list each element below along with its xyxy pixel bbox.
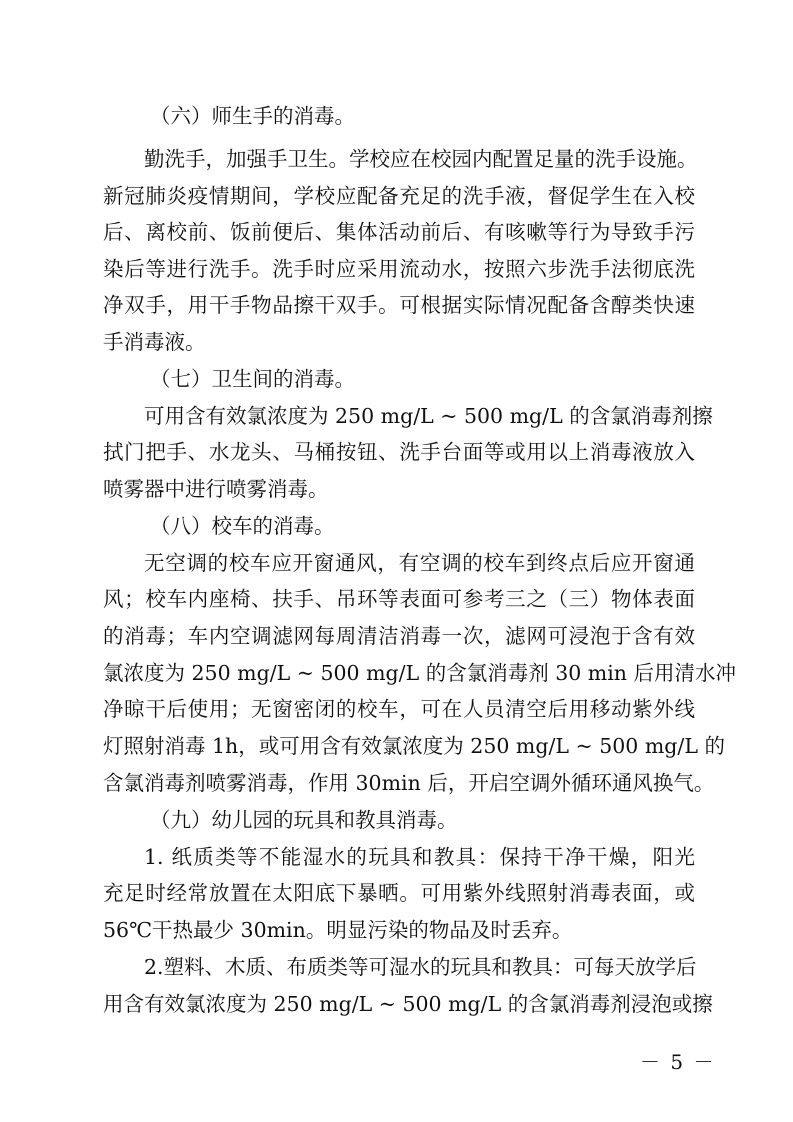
paragraph-line: 含氯消毒剂喷雾消毒，作用 30min 后，开启空调外循环通风换气。 (103, 771, 715, 795)
paragraph-line: 2.塑料、木质、布质类等可湿水的玩具和教具：可每天放学后 (144, 955, 697, 979)
paragraph-line: 氯浓度为 250 mg/L ~ 500 mg/L 的含氯消毒剂 30 min 后用清水冲 (103, 661, 737, 685)
paragraph-line: 灯照射消毒 1h，或可用含有效氯浓度为 250 mg/L ~ 500 mg/L 的 (103, 734, 725, 758)
section-heading-6: （六）师生手的消毒。 (150, 104, 355, 128)
section-heading-8: （八）校车的消毒。 (150, 514, 335, 538)
paragraph-line: 56℃干热最少 30min。明显污染的物品及时丢弃。 (103, 918, 573, 942)
paragraph-line: 用含有效氯浓度为 250 mg/L ~ 500 mg/L 的含氯消毒剂浸泡或擦 (103, 992, 713, 1016)
paragraph-line: 后、离校前、饭前便后、集体活动前后、有咳嗽等行为导致手污 (103, 220, 695, 244)
paragraph-line: 勤洗手，加强手卫生。学校应在校园内配置足量的洗手设施。 (144, 147, 698, 171)
section-heading-9: （九）幼儿园的玩具和教具消毒。 (150, 808, 458, 832)
page-number: － 5 － (640, 1050, 716, 1074)
paragraph-line: 无空调的校车应开窗通风，有空调的校车到终点后应开窗通 (144, 551, 695, 575)
paragraph-line: 风；校车内座椅、扶手、吊环等表面可参考三之（三）物体表面 (103, 587, 695, 611)
paragraph-line: 充足时经常放置在太阳底下暴晒。可用紫外线照射消毒表面，或 (103, 881, 695, 905)
paragraph-line: 新冠肺炎疫情期间，学校应配备充足的洗手液，督促学生在入校 (103, 184, 695, 208)
paragraph-line: 可用含有效氯浓度为 250 mg/L ~ 500 mg/L 的含氯消毒剂擦 (144, 404, 713, 428)
paragraph-line: 净双手，用干手物品擦干双手。可根据实际情况配备含醇类快速 (103, 293, 695, 317)
paragraph-line: 拭门把手、水龙头、马桶按钮、洗手台面等或用以上消毒液放入 (103, 440, 695, 464)
paragraph-line: 1. 纸质类等不能湿水的玩具和教具：保持干净干燥，阳光 (144, 845, 695, 869)
paragraph-line: 染后等进行洗手。洗手时应采用流动水，按照六步洗手法彻底洗 (103, 257, 695, 281)
paragraph-line: 喷雾器中进行喷雾消毒。 (103, 477, 329, 501)
section-heading-7: （七）卫生间的消毒。 (150, 367, 355, 391)
paragraph-line: 的消毒；车内空调滤网每周清洁消毒一次，滤网可浸泡于含有效 (103, 624, 695, 648)
paragraph-line: 净晾干后使用；无窗密闭的校车，可在人员清空后用移动紫外线 (103, 697, 695, 721)
paragraph-line: 手消毒液。 (103, 330, 206, 354)
